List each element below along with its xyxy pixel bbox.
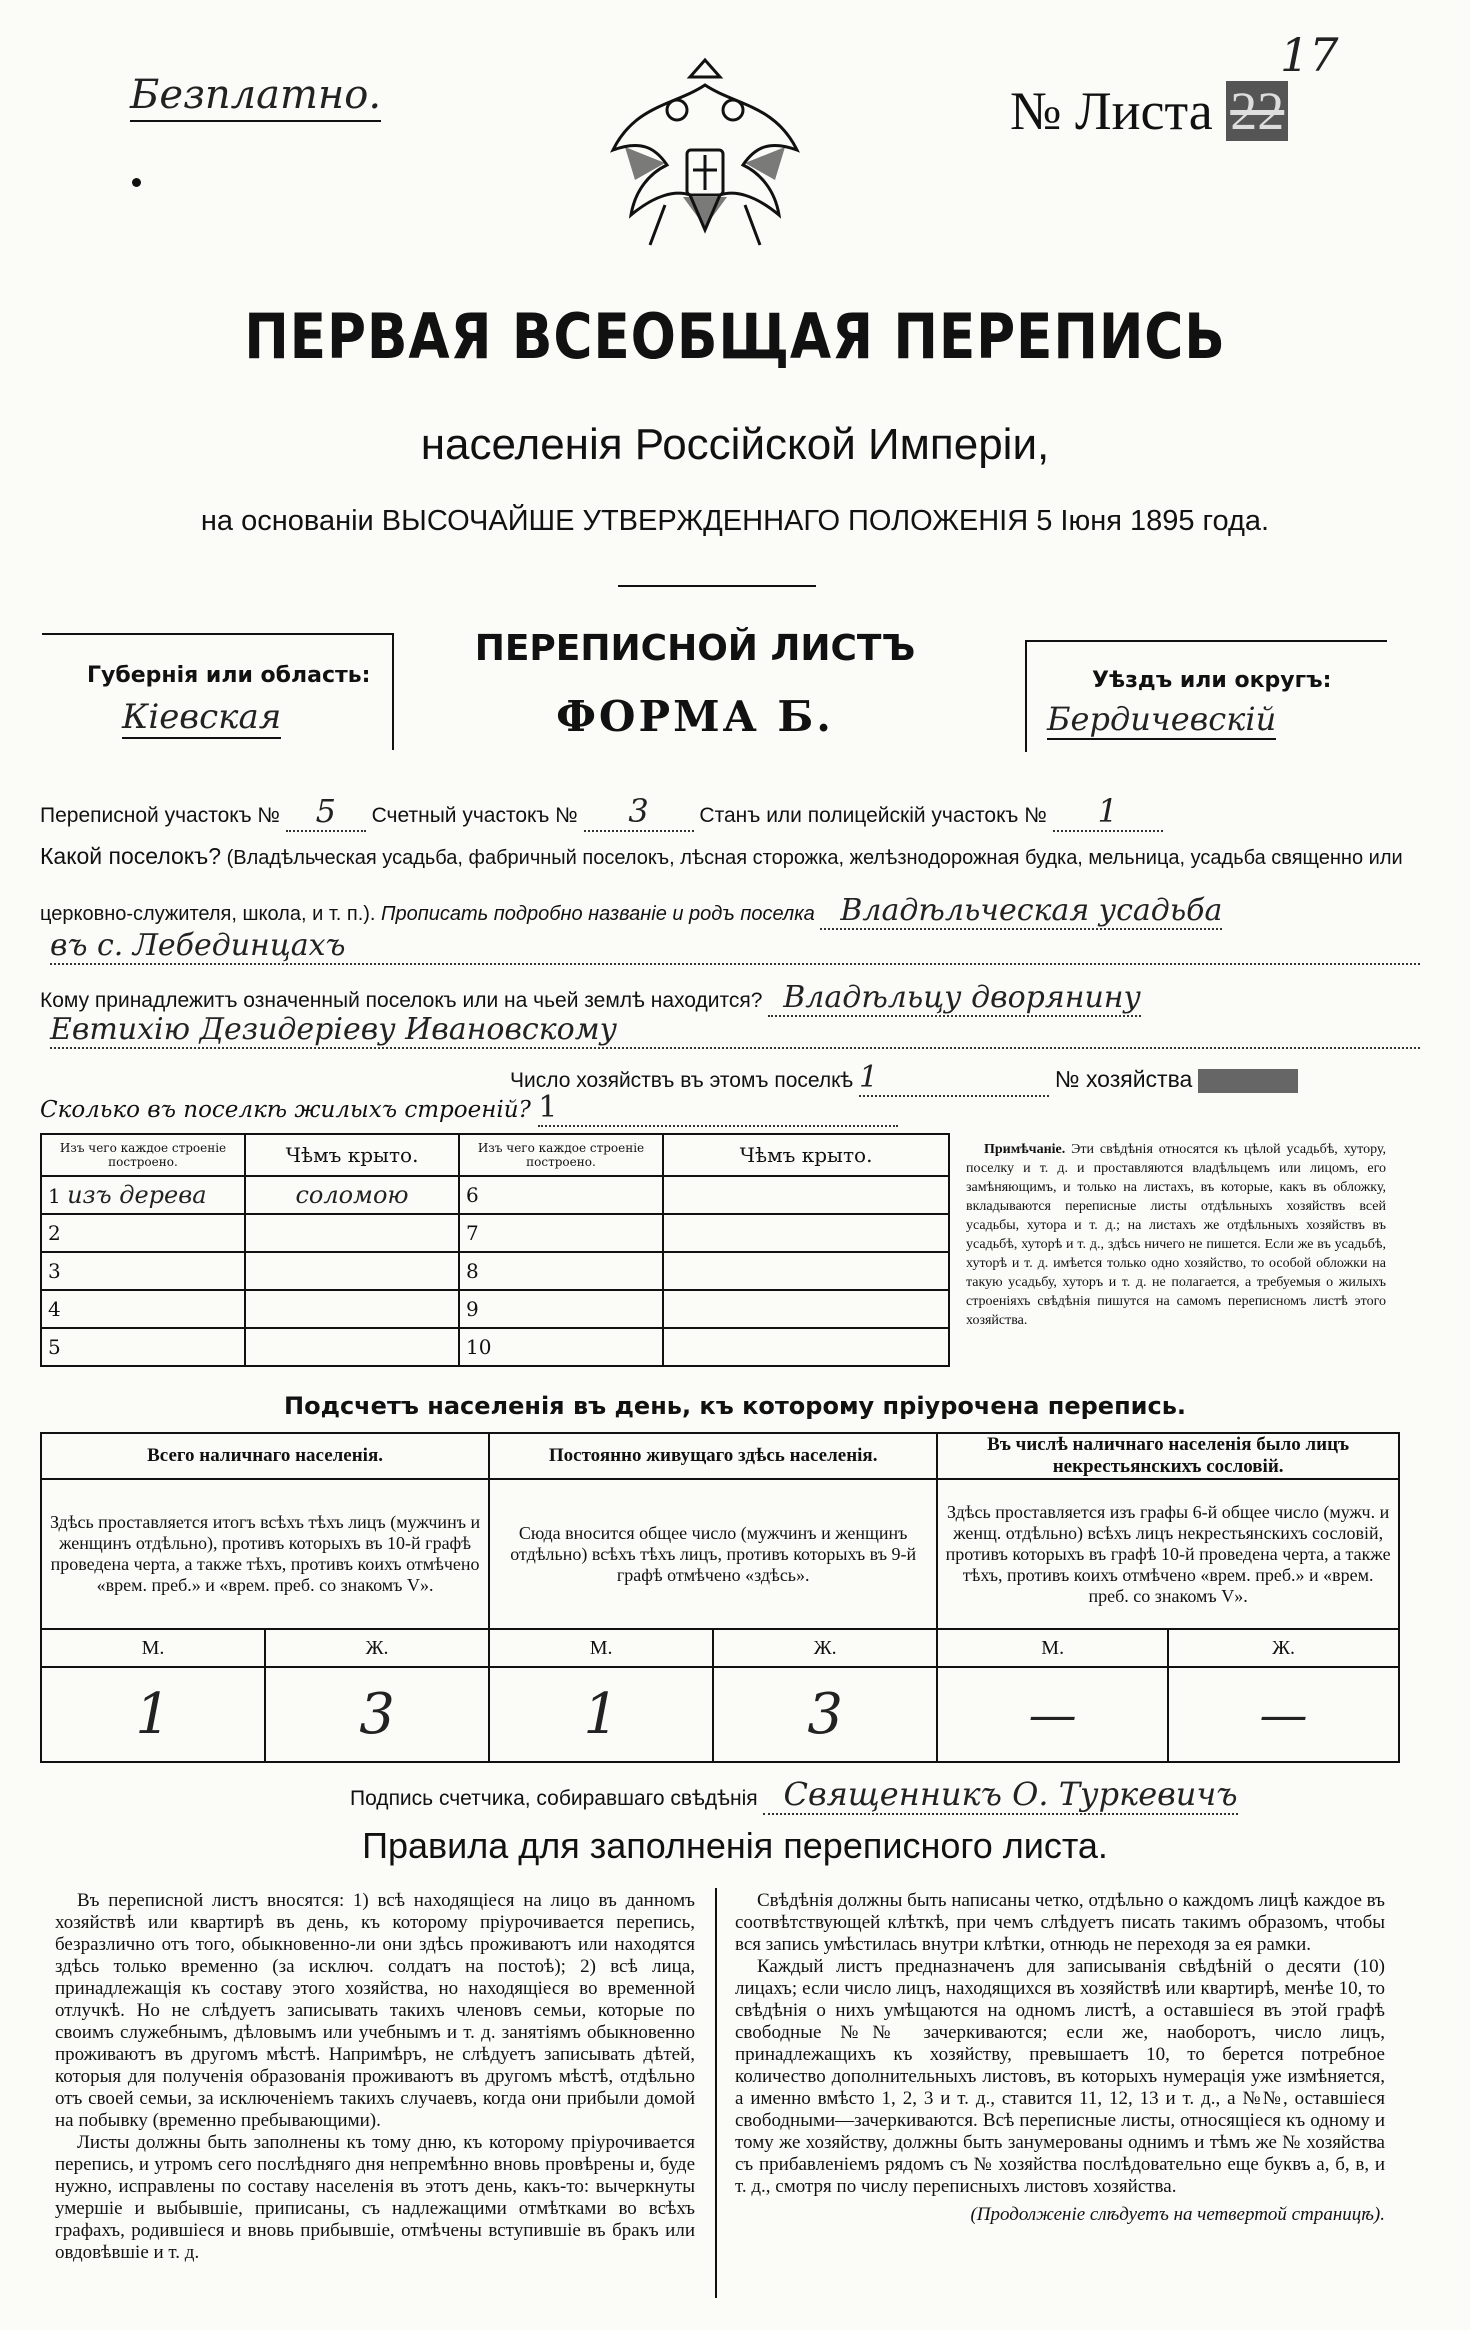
col-built-from-left: Изъ чего каждое строеніе построено. bbox=[41, 1134, 245, 1176]
male-header: М. bbox=[489, 1629, 713, 1667]
uezd-box bbox=[1025, 640, 1387, 752]
total-male-value: 1 bbox=[41, 1667, 265, 1762]
col2-title: Постоянно живущаго здѣсь населенія. bbox=[489, 1433, 937, 1479]
row-roof: соломою bbox=[245, 1176, 459, 1214]
owner-question: Кому принадлежитъ означенный поселокъ или на чьей землѣ находится? bbox=[40, 989, 763, 1012]
imperial-eagle-icon bbox=[595, 55, 815, 255]
row-built: изъ дерева bbox=[67, 1181, 207, 1209]
rules-paragraph: Въ переписной листъ вносятся: 1) всѣ находящіеся на лицо въ данномъ хозяйствѣ или квартирѣ въ день, къ которому пріурочивается перепись, безразлично отъ того, обыкновенно-ли они здѣсь проживаютъ или находятся здѣсь только временно (за исключ. солдатъ на постоѣ); 2) всѣ лица, принадлежащія къ составу этого хозяйства, но находящіеся во временной отлучкѣ. Но не слѣдуетъ записывать такихъ членовъ семьи, которые по своимъ служебнымъ, дѣловымъ или учебнымъ и т. д. занятіямъ обыкновенно проживаютъ въ другомъ мѣстѣ. Напримѣръ, не слѣдуетъ записывать дѣтей, которыя для полученія образованія проживаютъ въ другомъ мѣстѣ, отдѣльно отъ своей семьи, за исключеніемъ такихъ случаевъ, когда они прибыли домой на побывку (временно пребывающими). bbox=[55, 1890, 695, 2131]
household-no-label: № хозяйства bbox=[1054, 1066, 1193, 1092]
row-roof bbox=[245, 1252, 459, 1290]
row-number: 6 bbox=[459, 1176, 663, 1214]
rules-divider bbox=[715, 1888, 717, 2298]
stan-label: Станъ или полицейскій участокъ № bbox=[699, 804, 1047, 827]
note-text: Эти свѣдѣнія относятся къ цѣлой усадьбѣ, хутору, поселку и т. д. и проставляются владѣльцемъ или лицомъ, его замѣняющимъ, и только на листахъ, въ которые, какъ въ обложку, вкладываются переписные листы отдѣльныхъ хозяйствъ всей усадьбы, хутора и т. д.; на листахъ же отдѣльныхъ хозяйствъ въ усадьбѣ, хуторѣ и т. д., здѣсь ничего не пишется. Если же въ усадьбѣ, хуторѣ и т. д. имѣется только одно хозяйство, то особой обложки на такую усадьбу, хуторъ и т. д. не полагается, а требуемыя о жилыхъ строеніяхъ свѣдѣнія пишутся на самомъ переписномъ листѣ этого хозяйства. bbox=[966, 1142, 1387, 1328]
col-roof-right: Чѣмъ крыто. bbox=[663, 1134, 949, 1176]
col1-text: Здѣсь проставляется итогъ всѣхъ тѣхъ лицъ (мужчинъ и женщинъ отдѣльно), противъ которыхъ въ 10-й графѣ проведена черта, а также тѣхъ, противъ коихъ отмѣчено «врем. преб.» и «врем. преб. со знакомъ V». bbox=[41, 1479, 489, 1629]
col-built-from-right: Изъ чего каждое строеніе построено. bbox=[459, 1134, 663, 1176]
row-roof bbox=[245, 1214, 459, 1252]
female-header: Ж. bbox=[713, 1629, 937, 1667]
row-roof bbox=[245, 1290, 459, 1328]
gubernia-value: Кіевская bbox=[122, 697, 282, 737]
owner-line bbox=[40, 980, 1460, 1015]
row-roof bbox=[663, 1290, 949, 1328]
row-number: 8 bbox=[459, 1252, 663, 1290]
row-number: 5 bbox=[41, 1328, 245, 1366]
uezd-value: Бердичевскій bbox=[1047, 700, 1277, 738]
sheet-number bbox=[1010, 80, 1288, 142]
row-number: 10 bbox=[459, 1328, 663, 1366]
population-title: Подсчетъ населенія въ день, къ которому пріурочена перепись. bbox=[284, 1392, 1186, 1420]
male-header: М. bbox=[937, 1629, 1168, 1667]
rules-continued: (Продолженіе слѣдуетъ на четвертой страницѣ). bbox=[970, 2204, 1385, 2225]
buildings-line bbox=[40, 1090, 900, 1127]
row-roof bbox=[663, 1252, 949, 1290]
district-line bbox=[40, 792, 1440, 832]
nonpeasant-female-value: — bbox=[1168, 1667, 1399, 1762]
household-no-value bbox=[1198, 1069, 1298, 1093]
settlement-answer-2: въ с. Лебединцахъ bbox=[50, 928, 1420, 965]
signature-label: Подпись счетчика, собиравшаго свѣдѣнія bbox=[350, 1787, 758, 1810]
sheet-number-crossed: 22 bbox=[1226, 81, 1288, 141]
census-section-value: 5 bbox=[286, 792, 366, 832]
row-number: 2 bbox=[41, 1214, 245, 1252]
row-number: 1 bbox=[48, 1184, 61, 1208]
col3-title: Въ числѣ наличнаго населенія было лицъ некрестьянскихъ сословій. bbox=[937, 1433, 1399, 1479]
rules-left bbox=[55, 1890, 695, 2264]
count-section-value: 3 bbox=[584, 792, 694, 832]
gubernia-label: Губернія или область: bbox=[87, 663, 371, 688]
row-roof bbox=[663, 1214, 949, 1252]
row-roof bbox=[663, 1176, 949, 1214]
bullet-mark bbox=[132, 178, 141, 187]
male-header: М. bbox=[41, 1629, 265, 1667]
stan-value: 1 bbox=[1053, 792, 1163, 832]
col2-text: Сюда вносится общее число (мужчинъ и женщинъ отдѣльно) всѣхъ тѣхъ лицъ, противъ которыхъ въ 9-й графѣ отмѣчено «здѣсь». bbox=[489, 1479, 937, 1629]
table-row bbox=[41, 1214, 949, 1252]
female-header: Ж. bbox=[265, 1629, 489, 1667]
census-section-label: Переписной участокъ № bbox=[40, 804, 280, 827]
sheet-number-value: 17 bbox=[1280, 28, 1339, 82]
owner-answer-2: Евтихію Дезидеріеву Ивановскому bbox=[50, 1012, 1420, 1049]
rules-right bbox=[735, 1890, 1385, 2226]
row-roof bbox=[663, 1328, 949, 1366]
row-number: 9 bbox=[459, 1290, 663, 1328]
table-row bbox=[41, 1252, 949, 1290]
count-section-label: Счетный участокъ № bbox=[371, 804, 578, 827]
note-block bbox=[966, 1140, 1386, 1330]
row-number: 7 bbox=[459, 1214, 663, 1252]
form-subtitle: ФОРМА Б. bbox=[556, 692, 834, 741]
settlement-hint-2: церковно-служителя, школа, и т. п.). bbox=[40, 903, 376, 925]
total-female-value: 3 bbox=[265, 1667, 489, 1762]
signature-value: Священникъ О. Туркевичъ bbox=[763, 1775, 1237, 1815]
col-roof-left: Чѣмъ крыто. bbox=[245, 1134, 459, 1176]
buildings-table bbox=[40, 1133, 950, 1367]
col3-text: Здѣсь проставляется изъ графы 6-й общее число (мужч. и женщ. отдѣльно) всѣхъ лицъ некрестьянскихъ сословій, противъ которыхъ въ графѣ 10-й проведена черта, а также тѣхъ, противъ коихъ отмѣчено «врем. преб.» и «врем. преб. со знакомъ V». bbox=[937, 1479, 1399, 1629]
buildings-label: Сколько въ поселкѣ жилыхъ строеній? bbox=[40, 1097, 531, 1123]
census-title: ПЕРВАЯ ВСЕОБЩАЯ ПЕРЕПИСЬ bbox=[244, 300, 1226, 373]
buildings-value: 1 bbox=[538, 1090, 898, 1127]
settlement-answer-1: Владѣльческая усадьба bbox=[820, 893, 1222, 930]
rules-title: Правила для заполненія переписного листа. bbox=[362, 1825, 1108, 1866]
female-header: Ж. bbox=[1168, 1629, 1399, 1667]
table-row bbox=[41, 1328, 949, 1366]
signature-line bbox=[350, 1775, 1430, 1813]
permanent-female-value: 3 bbox=[713, 1667, 937, 1762]
nonpeasant-male-value: — bbox=[937, 1667, 1168, 1762]
census-subtitle: населенія Россійской Имперіи, bbox=[420, 420, 1050, 469]
rules-paragraph: Каждый листъ предназначенъ для записыванія свѣдѣній о десяти (10) лицахъ; если число лицъ, находящихся въ хозяйствѣ или квартирѣ, менѣе 10, то свѣдѣнія о нихъ умѣщаются на одномъ листѣ, а оставшіеся въ этой графѣ свободные №№ зачеркиваются; если же, наоборотъ, число лицъ, принадлежащихъ къ хозяйству, превышаетъ 10, то берется потребное количество дополнительныхъ листовъ, въ которыхъ нумерація уже измѣняется, а именно вмѣсто 1, 2, 3 и т. д., ставится 11, 12, 13 и т. д., а №№, оставшіеся свободными—зачеркиваются. Всѣ переписные листы, относящіеся къ одному и тому же хозяйству, должны быть занумерованы однимъ и тѣмъ же № хозяйства съ прибавленіемъ рядомъ съ № хозяйства послѣдовательно еще буквъ а, б, в, и т. д., смотря по числу переписныхъ листовъ хозяйства. bbox=[735, 1956, 1385, 2197]
permanent-male-value: 1 bbox=[489, 1667, 713, 1762]
rules-paragraph: Свѣдѣнія должны быть написаны четко, отдѣльно о каждомъ лицѣ каждое въ соотвѣтствующей клѣткѣ, при чемъ слѣдуетъ писать такимъ образомъ, чтобы вся запись умѣстилась внутри клѣтки, отнюдь не переходя за ея рамки. bbox=[735, 1890, 1385, 1955]
gubernia-box bbox=[42, 633, 394, 750]
row-number: 3 bbox=[41, 1252, 245, 1290]
row-roof bbox=[245, 1328, 459, 1366]
settlement-hint: (Владѣльческая усадьба, фабричный поселокъ, лѣсная сторожка, желѣзнодорожная будка, мельница, усадьба священно или bbox=[226, 847, 1403, 869]
settlement-question-line bbox=[40, 843, 1460, 870]
row-number: 4 bbox=[41, 1290, 245, 1328]
settlement-instruction: Прописать подробно названіе и родъ поселка bbox=[381, 903, 815, 925]
census-basis: на основаніи ВЫСОЧАЙШЕ УТВЕРЖДЕННАГО ПОЛОЖЕНІЯ 5 Іюня 1895 года. bbox=[200, 505, 1270, 537]
note-label: Примѣчаніе. bbox=[984, 1142, 1066, 1157]
col1-title: Всего наличнаго населенія. bbox=[41, 1433, 489, 1479]
population-table bbox=[40, 1432, 1400, 1763]
rules-paragraph: Листы должны быть заполнены къ тому дню, къ которому пріурочивается перепись, и утромъ сего послѣдняго дня непремѣнно вновь провѣрены и, буде нужно, исправлены по составу населенія въ этотъ день, какъ-то: вычеркнуты умершіе и выбывшіе, приписаны, съ надлежащими отмѣтками во всѣхъ графахъ, родившіеся и вновь прибывшіе, отмѣчены вступившіе въ бракъ или овдовѣвшіе и т. д. bbox=[55, 2132, 695, 2263]
households-value: 1 bbox=[859, 1060, 1049, 1097]
sheet-number-label: № Листа bbox=[1010, 81, 1213, 141]
owner-answer-1: Владѣльцу дворянину bbox=[768, 980, 1141, 1017]
free-label: Безплатно. bbox=[130, 72, 381, 122]
form-title: ПЕРЕПИСНОЙ ЛИСТЪ bbox=[474, 628, 916, 669]
table-row bbox=[41, 1176, 949, 1214]
uezd-label: Уѣздъ или округъ: bbox=[1092, 668, 1332, 693]
households-label: Число хозяйствъ въ этомъ поселкѣ bbox=[510, 1069, 854, 1092]
settlement-answer-line bbox=[40, 893, 1460, 928]
table-row bbox=[41, 1290, 949, 1328]
settlement-question: Какой поселокъ? bbox=[40, 843, 222, 869]
